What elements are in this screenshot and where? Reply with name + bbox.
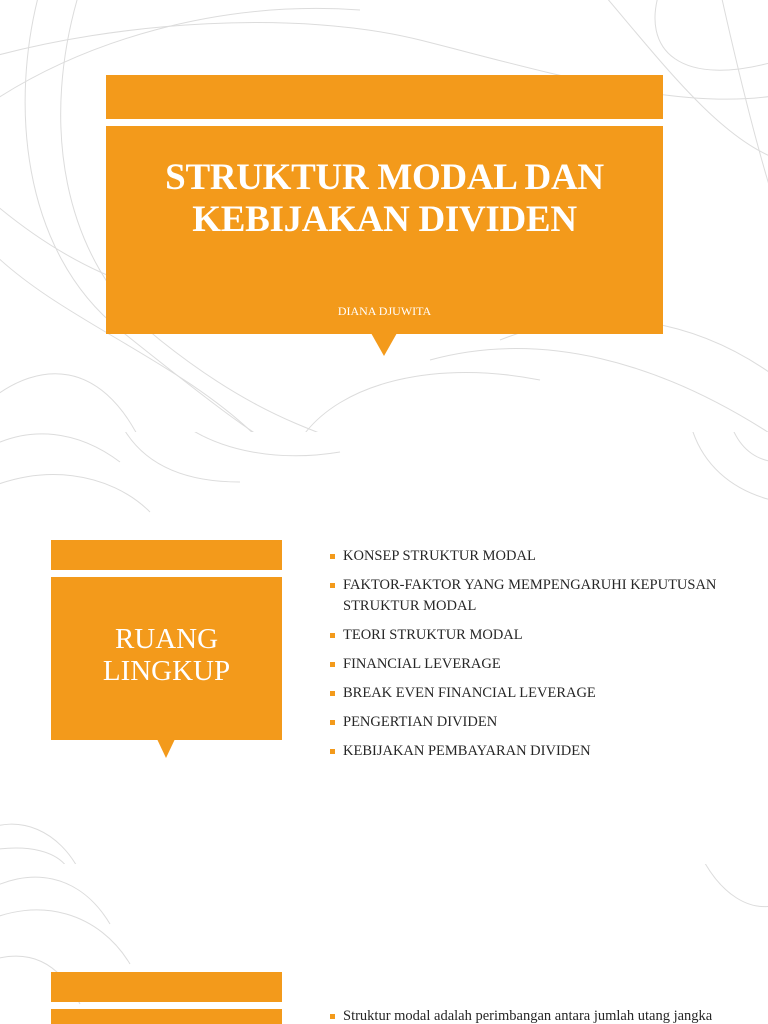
scope-accent-bar xyxy=(51,540,282,570)
slide-title-text: STRUKTUR MODAL DAN KEBIJAKAN DIVIDEN xyxy=(165,157,604,240)
list-item: KEBIJAKAN PEMBAYARAN DIVIDEN xyxy=(330,741,750,762)
list-item: TEORI STRUKTUR MODAL xyxy=(330,625,750,646)
scope-title-box xyxy=(51,577,282,740)
slide-definition xyxy=(0,864,768,1024)
definition-title-box xyxy=(51,1009,282,1024)
scope-title-text: RUANG LINGKUP xyxy=(102,623,231,687)
definition-accent-bar xyxy=(51,972,282,1002)
scope-box-pointer xyxy=(157,739,175,758)
author-name: DIANA DJUWITA xyxy=(337,304,432,318)
title-box-pointer xyxy=(371,333,397,356)
list-item: FINANCIAL LEVERAGE xyxy=(330,654,750,675)
list-item: KONSEP STRUKTUR MODAL xyxy=(330,546,750,567)
list-item: BREAK EVEN FINANCIAL LEVERAGE xyxy=(330,683,750,704)
list-item: FAKTOR-FAKTOR YANG MEMPENGARUHI KEPUTUSAN STRUKTUR MODAL xyxy=(330,575,750,617)
definition-bullet: Struktur modal adalah perimbangan antara jumlah utang jangka xyxy=(330,1006,763,1024)
title-accent-bar xyxy=(106,75,663,119)
slide-scope xyxy=(0,432,768,864)
slide-title xyxy=(0,0,768,432)
list-item: PENGERTIAN DIVIDEN xyxy=(330,712,750,733)
title-box xyxy=(106,126,663,334)
scope-list xyxy=(330,546,750,770)
